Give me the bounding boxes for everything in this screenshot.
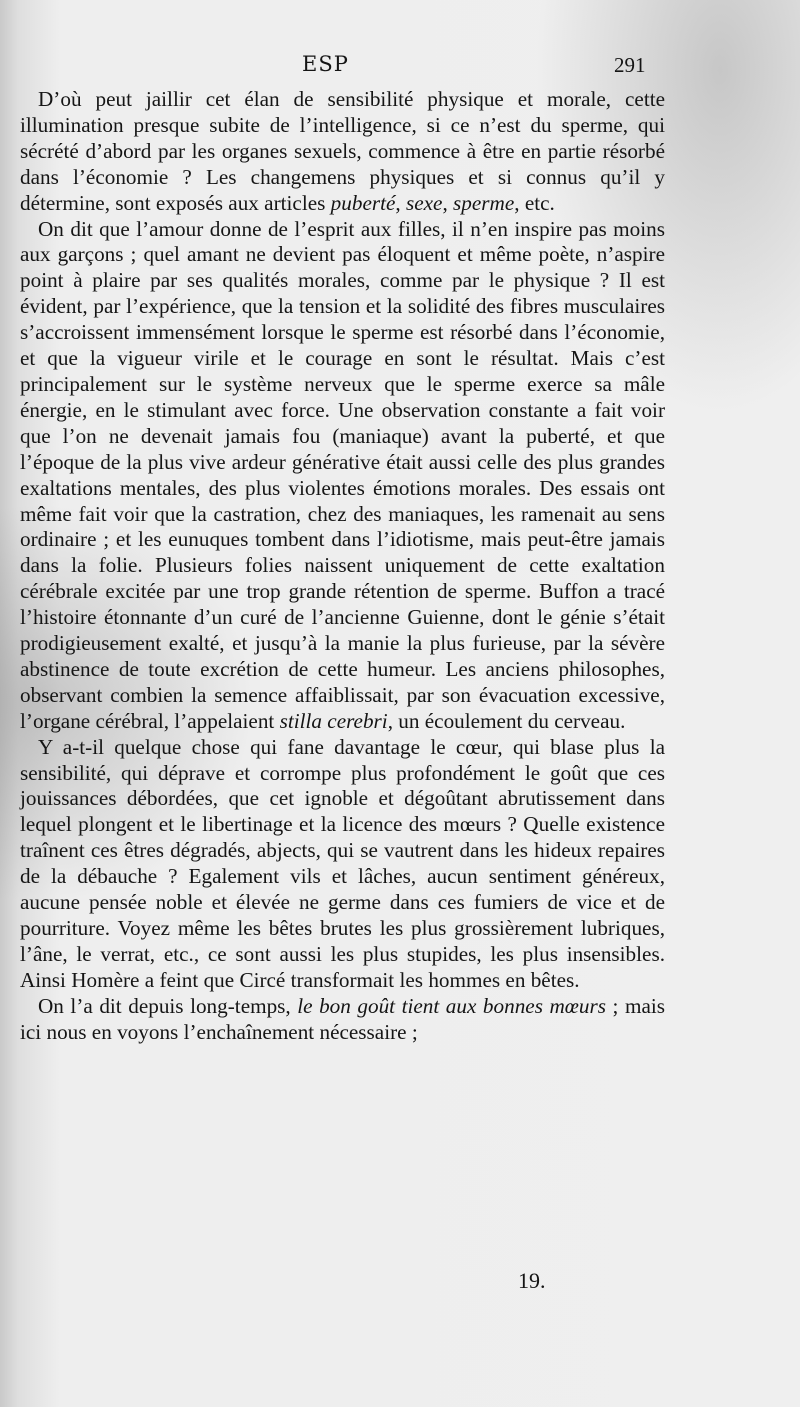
text-segment: D’où peut jaillir cet élan de sensibilité physique et morale, cette illumination presque subite de l’intelligence, si ce n’est du sperme, qui sécrété d’abord par les organes sexuels, commence à être en partie résorbé dans l’économie ? Les changemens physiques et si connus qu’il y détermine, sont exposés aux articles bbox=[20, 87, 665, 215]
paragraph-4 bbox=[20, 994, 665, 1046]
paragraph-1 bbox=[20, 87, 665, 217]
text-segment: , bbox=[442, 190, 454, 215]
signature-mark: 19. bbox=[518, 1268, 546, 1293]
italic-term: puberté bbox=[330, 190, 396, 215]
text-segment: Y a-t-il quelque chose qui fane davantage le cœur, qui blase plus la sensibilité, qui déprave et corrompe plus profondément le goût que ces jouissances débordées, que cet ignoble et dégoûtant abrutissement dans lequel plongent et le libertinage et la licence des mœurs ? Quelle existence traînent ces êtres dégradés, abjects, qui se vautrent dans les hideux repaires de la débauche ? Egalement vils et lâches, aucun sentiment généreux, aucune pensée noble et élevée ne germe dans ces fumiers de vice et de pourriture. Voyez même les bêtes brutes les plus grossièrement lubriques, l’âne, le verrat, etc., ce sont aussi les plus stupides, les plus insensibles. Ainsi Homère a feint que Circé transformait les hommes en bêtes. bbox=[20, 734, 665, 992]
italic-latin-phrase: stilla cerebri bbox=[279, 708, 388, 733]
running-head-title: ESP bbox=[302, 52, 349, 76]
italic-term: sexe bbox=[405, 190, 443, 215]
body-text bbox=[20, 87, 665, 1046]
running-head bbox=[0, 52, 800, 86]
paragraph-3 bbox=[20, 735, 665, 994]
text-segment: On dit que l’amour donne de l’esprit aux filles, il n’en inspire pas moins aux garçons ; quel amant ne devient pas éloquent et même poète, n’aspire point à plaire par ses qualités morales, comme par le physique ? Il est évident, par l’expérience, que la tension et la solidité des fibres musculaires s’accroissent immensément lorsque le sperme est résorbé dans l’économie, et que la vigueur virile et le courage en sont le résultat. Mais c’est principalement sur le système nerveux que le sperme exerce sa mâle énergie, en le stimulant avec force. Une observation constante a fait voir que l’on ne devenait jamais fou (maniaque) avant la puberté, et que l’époque de la plus vive ardeur générative était aussi celle des plus grandes exaltations mentales, des plus violentes émotions morales. Des essais ont même fait voir que la castration, chez des maniaques, les ramenait au sens ordinaire ; et les eunuques tombent dans l’idiotisme, mais peut-être jamais dans la folie. Plusieurs folies naissent uniquement de cette exaltation cérébrale excitée par une trop grande rétention de sperme. Buffon a tracé l’histoire étonnante d’un curé de l’ancienne Guienne, dont le génie s’était prodigieusement exalté, et jusqu’à la manie la plus furieuse, par la sévère abstinence de toute excrétion de cette humeur. Les anciens philosophes, observant combien la semence affaiblissait, par son évacuation excessive, l’organe cérébral, l’appelaient bbox=[20, 216, 665, 733]
text-segment: , etc. bbox=[514, 190, 555, 215]
page-number: 291 bbox=[614, 53, 646, 77]
text-segment: , bbox=[395, 190, 406, 215]
text-segment: ; mais ici nous en voyons l’enchaînement nécessaire ; bbox=[20, 993, 665, 1044]
paragraph-2 bbox=[20, 217, 665, 735]
text-segment: , un écoulement du cerveau. bbox=[387, 708, 626, 733]
italic-proverb: le bon goût tient aux bonnes mœurs bbox=[297, 993, 607, 1018]
italic-term: sperme bbox=[453, 190, 515, 215]
text-segment: On l’a dit depuis long-temps, bbox=[38, 993, 298, 1018]
